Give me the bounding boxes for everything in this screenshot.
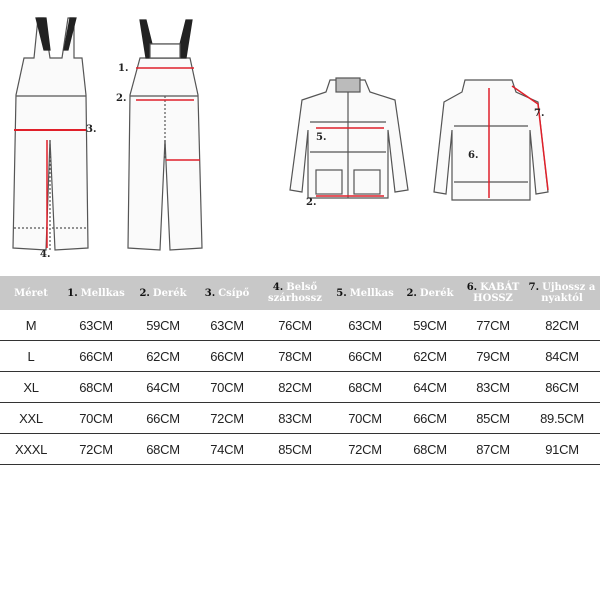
table-row	[0, 372, 600, 403]
marker-3: 3.	[86, 124, 97, 135]
cell-hip: 70CM	[196, 372, 258, 403]
marker-7: 7.	[534, 108, 545, 119]
cell-jacket-waist: 59CM	[398, 310, 462, 341]
size-table	[0, 276, 600, 465]
marker-1: 1.	[118, 63, 129, 74]
table-row	[0, 341, 600, 372]
header-jacket-chest: 5. Mellkas	[332, 276, 398, 310]
cell-size: XXL	[0, 403, 62, 434]
cell-hip: 63CM	[196, 310, 258, 341]
cell-inseam: 85CM	[258, 434, 332, 465]
cell-jacket-length: 79CM	[462, 341, 524, 372]
cell-inseam: 76CM	[258, 310, 332, 341]
table-row	[0, 403, 600, 434]
cell-jacket-chest: 63CM	[332, 310, 398, 341]
marker-6: 6.	[468, 150, 479, 161]
cell-sleeve-length: 86CM	[524, 372, 600, 403]
cell-jacket-length: 85CM	[462, 403, 524, 434]
header-hip: 3. Csípő	[196, 276, 258, 310]
cell-chest: 68CM	[62, 372, 130, 403]
cell-jacket-length: 77CM	[462, 310, 524, 341]
header-size: Méret	[0, 276, 62, 310]
jacket-front-drawing	[290, 78, 408, 198]
cell-chest: 66CM	[62, 341, 130, 372]
cell-waist: 66CM	[130, 403, 196, 434]
cell-jacket-chest: 72CM	[332, 434, 398, 465]
cell-hip: 66CM	[196, 341, 258, 372]
header-sleeve-length: 7. Ujhossz a nyaktól	[524, 276, 600, 310]
cell-inseam: 78CM	[258, 341, 332, 372]
table-row	[0, 434, 600, 465]
table-row	[0, 310, 600, 341]
bib-pants-back-drawing	[13, 18, 88, 250]
cell-jacket-length: 87CM	[462, 434, 524, 465]
cell-waist: 64CM	[130, 372, 196, 403]
size-guide-illustrations	[0, 0, 600, 270]
cell-jacket-chest: 68CM	[332, 372, 398, 403]
cell-inseam: 83CM	[258, 403, 332, 434]
cell-sleeve-length: 91CM	[524, 434, 600, 465]
cell-jacket-waist: 66CM	[398, 403, 462, 434]
cell-hip: 74CM	[196, 434, 258, 465]
table-header-row	[0, 276, 600, 310]
cell-chest: 72CM	[62, 434, 130, 465]
cell-waist: 62CM	[130, 341, 196, 372]
cell-jacket-chest: 66CM	[332, 341, 398, 372]
header-inseam: 4. Belső szárhossz	[258, 276, 332, 310]
cell-sleeve-length: 84CM	[524, 341, 600, 372]
header-chest: 1. Mellkas	[62, 276, 130, 310]
marker-2-jacket: 2.	[306, 197, 317, 208]
cell-jacket-waist: 68CM	[398, 434, 462, 465]
cell-chest: 63CM	[62, 310, 130, 341]
cell-jacket-length: 83CM	[462, 372, 524, 403]
cell-jacket-waist: 62CM	[398, 341, 462, 372]
marker-5: 5.	[316, 132, 327, 143]
marker-2: 2.	[116, 93, 127, 104]
header-jacket-waist: 2. Derék	[398, 276, 462, 310]
cell-size: L	[0, 341, 62, 372]
marker-4: 4.	[40, 249, 51, 260]
jacket-back-drawing	[434, 80, 548, 200]
cell-inseam: 82CM	[258, 372, 332, 403]
cell-size: XXXL	[0, 434, 62, 465]
cell-waist: 59CM	[130, 310, 196, 341]
cell-size: M	[0, 310, 62, 341]
cell-chest: 70CM	[62, 403, 130, 434]
cell-sleeve-length: 82CM	[524, 310, 600, 341]
cell-waist: 68CM	[130, 434, 196, 465]
header-waist: 2. Derék	[130, 276, 196, 310]
cell-jacket-waist: 64CM	[398, 372, 462, 403]
bib-pants-front-drawing	[128, 20, 202, 250]
header-jacket-length: 6. KABÁT HOSSZ	[462, 276, 524, 310]
cell-sleeve-length: 89.5CM	[524, 403, 600, 434]
cell-jacket-chest: 70CM	[332, 403, 398, 434]
cell-hip: 72CM	[196, 403, 258, 434]
cell-size: XL	[0, 372, 62, 403]
